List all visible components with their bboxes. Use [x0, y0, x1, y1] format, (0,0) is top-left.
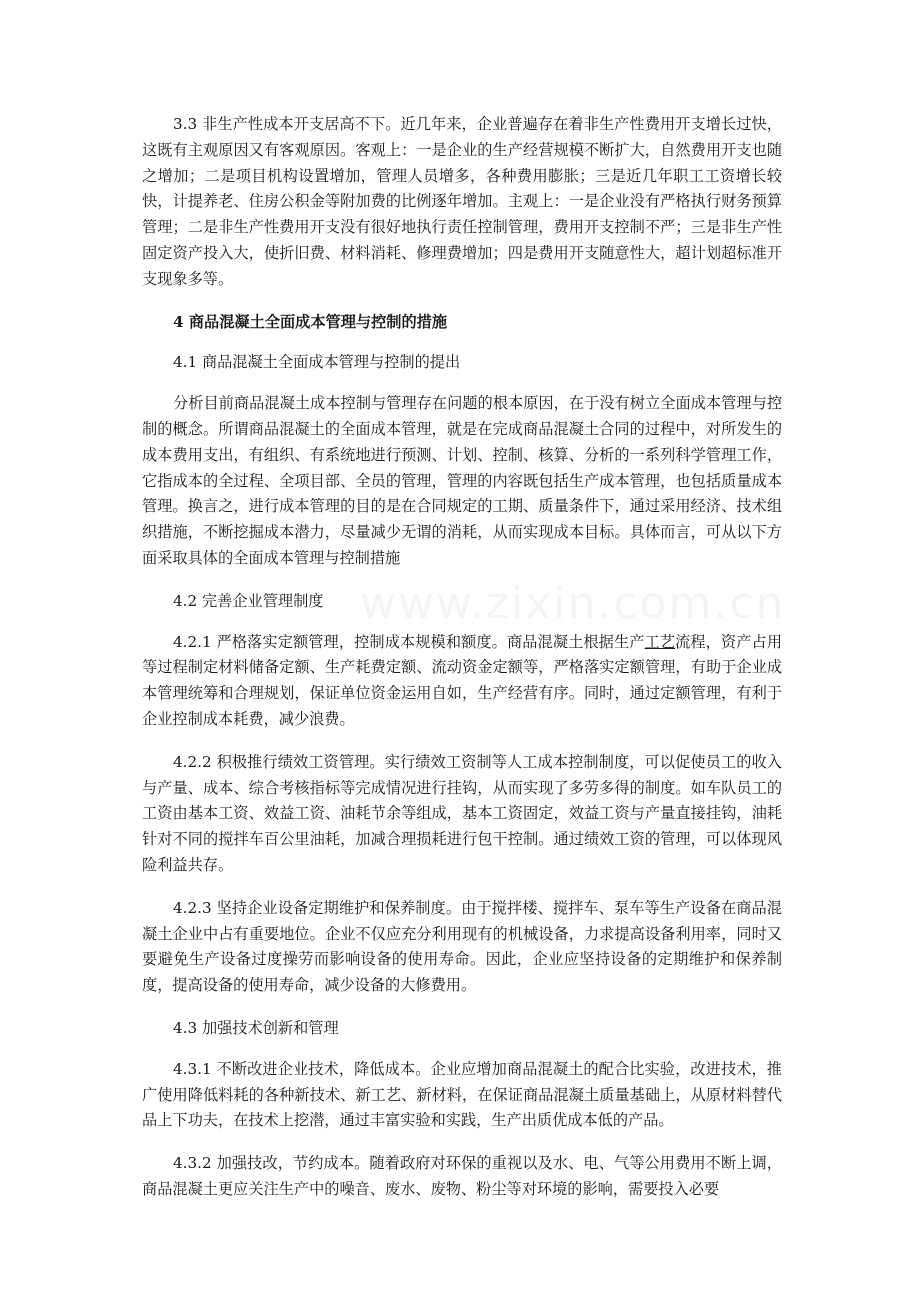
- paragraph-4-2-1: [142, 630, 782, 733]
- underlined-link-gongyi[interactable]: 工艺: [644, 632, 676, 651]
- paragraph-4-2-1-rest: 流程，资产占用等过程制定材料储备定额、生产耗费定额、流动资金定额等，严格落实定额管理，有助于企业成本管理统筹和合理规划，保证单位资金运用自如，生产经营有序。同时，通过定额管理，有利于企业控制成本耗费，减少浪费。: [142, 632, 783, 728]
- section-heading-4: 4 商品混凝土全面成本管理与控制的措施: [173, 312, 448, 331]
- subsection-heading-4-3: 4.3 加强技术创新和管理: [173, 1018, 339, 1037]
- paragraph-4-3-1: 4.3.1 不断改进企业技术，降低成本。企业应增加商品混凝土的配合比实验，改进技术，推广使用降低料耗的各种新技术、新工艺、新材料，在保证商品混凝土质量基础上，从原材料替代品上下功夫，在技术上挖潜，通过丰富实验和实践，生产出质优成本低的产品。: [142, 1059, 782, 1130]
- paragraph-4-2-3: 4.2.3 坚持企业设备定期维护和保养制度。由于搅拌楼、搅拌车、泵车等生产设备在商品混凝土企业中占有重要地位。企业不仅应充分利用现有的机械设备，力求提高设备利用率，同时又要避免生产设备过度操劳而影响设备的使用寿命。因此，企业应坚持设备的定期维护和保养制度，提高设备的使用寿命，减少设备的大修费用。: [142, 898, 782, 995]
- subsection-heading-4-2: 4.2 完善企业管理制度: [173, 591, 324, 610]
- paragraph-4-1: 分析目前商品混凝土成本控制与管理存在问题的根本原因，在于没有树立全面成本管理与控制的概念。所谓商品混凝土的全面成本管理，就是在完成商品混凝土合同的过程中，对所发生的成本费用支出，有组织、有系统地进行预测、计划、控制、核算、分析的一系列科学管理工作，它指成本的全过程、全项目部、全员的管理，管理的内容既包括生产成本管理，也包括质量成本管理。换言之，进行成本管理的目的是在合同规定的工期、质量条件下，通过采用经济、技术组织措施，不断挖掘成本潜力，尽量减少无谓的消耗，从而实现成本目标。具体而言，可从以下方面采取具体的全面成本管理与控制措施: [142, 394, 782, 567]
- document-page: [142, 112, 782, 1203]
- paragraph-3-3: 3.3 非生产性成本开支居高不下。近几年来，企业普遍存在着非生产性费用开支增长过快，这既有主观原因又有客观原因。客观上：一是企业的生产经营规模不断扩大，自然费用开支也随之增加；二是项目机构设置增加，管理人员增多，各种费用膨胀；三是近几年职工工资增长较快，计提养老、住房公积金等附加费的比例逐年增加。主观上：一是企业没有严格执行财务预算管理；二是非生产性费用开支没有很好地执行责任控制管理，费用开支控制不严；三是非生产性固定资产投入大，使折旧费、材料消耗、修理费增加；四是费用开支随意性大，超计划超标准开支现象多等。: [142, 115, 782, 288]
- paragraph-4-2-1-start: 4.2.1 严格落实定额管理，控制成本规模和额度。商品混凝土根据生产: [173, 632, 645, 651]
- subsection-heading-4-1: 4.1 商品混凝土全面成本管理与控制的提出: [173, 353, 461, 372]
- paragraph-4-3-2: 4.3.2 加强技改，节约成本。随着政府对环保的重视以及水、电、气等公用费用不断上调，商品混凝土更应关注生产中的噪音、废水、废物、粉尘等对环境的影响，需要投入必要: [142, 1154, 782, 1198]
- paragraph-4-2-2: 4.2.2 积极推行绩效工资管理。实行绩效工资制等人工成本控制制度，可以促使员工的收入与产量、成本、综合考核指标等完成情况进行挂钩，从而实现了多劳多得的制度。如车队员工的工资由基本工资、效益工资、油耗节余等组成，基本工资固定，效益工资与产量直接挂钩，油耗针对不同的搅拌车百公里油耗，加减合理损耗进行包干控制。通过绩效工资的管理，可以体现风险利益共存。: [142, 752, 782, 874]
